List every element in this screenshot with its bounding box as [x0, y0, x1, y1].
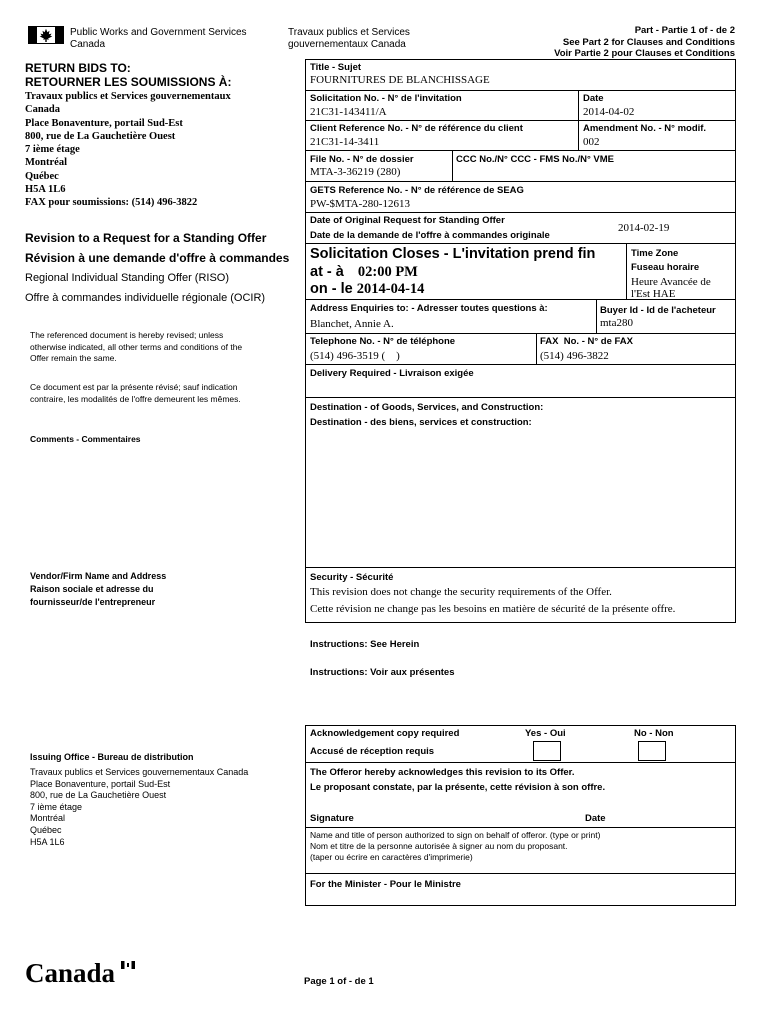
telephone-value: (514) 496-3519 ( ) [310, 350, 400, 362]
dept-name-fr [288, 27, 410, 51]
ack-label-fr: Accusé de réception requis [310, 746, 435, 757]
issuing-line: Place Bonaventure, portail Sud-Est [30, 778, 171, 789]
canada-flag-logo [28, 26, 64, 44]
delivery-label: Delivery Required - Livraison exigée [310, 368, 474, 379]
note-line: Ce document est par la présente révisé; sauf indication [30, 382, 238, 392]
ack-name-line: Name and title of person authorized to sign on behalf of offeror. (type or print) [310, 830, 601, 840]
destination-label-fr: Destination - des biens, services et construction: [310, 417, 532, 428]
dept-name-fr-line: gouvernementaux Canada [288, 39, 406, 50]
dept-name-en-line: Public Works and Government Services [70, 27, 247, 38]
comments-label: Comments - Commentaires [30, 434, 141, 444]
closes-at-label: at - à [310, 264, 344, 280]
part-number: Part - Partie 1 of - de 2 [634, 25, 735, 36]
issuing-line: Montréal [30, 813, 66, 824]
solicitation-value: 21C31-143411/A [310, 106, 387, 118]
vendor-label-line: fournisseur/de l'entrepreneur [30, 597, 156, 607]
ack-date-label: Date [585, 813, 606, 824]
buyer-value: mta280 [600, 317, 633, 329]
issuing-line: 7 ième étage [30, 801, 83, 812]
telephone-label: Telephone No. - N° de téléphone [310, 336, 456, 347]
maple-leaf-icon [39, 28, 53, 42]
closes-on-label: on - le [310, 281, 353, 297]
closes-line-1: Solicitation Closes - L'invitation prend fin [310, 246, 596, 262]
dept-name-en [70, 27, 247, 51]
instructions-en: Instructions: See Herein [310, 639, 420, 650]
security-text-fr: Cette révision ne change pas les besoins en matière de sécurité de la présente offre. [310, 603, 676, 615]
dept-name-fr-line: Travaux publics et Services [288, 27, 410, 38]
enquiries-value: Blanchet, Annie A. [310, 318, 394, 330]
ack-label-en: Acknowledgement copy required [310, 728, 460, 739]
ack-yes-checkbox[interactable] [533, 741, 561, 761]
ack-statement-fr: Le proposant constate, par la présente, cette révision à son offre. [310, 782, 606, 793]
revision-note-fr [30, 382, 241, 405]
note-line: contraire, les modalités de l'offre demeurent les mêmes. [30, 393, 241, 404]
orig-date-label-fr: Date de la demande de l'offre à commandes originale [310, 230, 550, 241]
closes-line-2 [310, 264, 418, 281]
return-bids-address [25, 90, 231, 210]
security-label: Security - Sécurité [310, 572, 394, 583]
ack-no-checkbox[interactable] [638, 741, 666, 761]
minister-label: For the Minister - Pour le Ministre [310, 879, 461, 890]
buyer-label: Buyer Id - Id de l'acheteur [600, 305, 716, 316]
address-line: Québec [25, 170, 59, 182]
address-line: Place Bonaventure, portail Sud-Est [25, 117, 183, 129]
ack-name-line: Nom et titre de la personne autorisée à signer au nom du proposant. [310, 841, 568, 851]
client-ref-label: Client Reference No. - N° de référence du client [310, 123, 523, 134]
gets-label: GETS Reference No. - N° de référence de SEAG [310, 185, 524, 196]
riso-label: Regional Individual Standing Offer (RISO) [25, 272, 230, 284]
instructions-fr: Instructions: Voir aux présentes [310, 667, 455, 678]
revision-title-fr: Révision à une demande d'offre à commandes [25, 251, 290, 265]
ccc-label: CCC No./N° CCC - FMS No./N° VME [456, 154, 615, 165]
ocir-label: Offre à commandes individuelle régionale (OCIR) [25, 292, 266, 304]
see-part-fr: Voir Partie 2 pour Clauses et Conditions [554, 48, 735, 59]
title-label: Title - Sujet [310, 62, 362, 73]
address-line: 7 ième étage [25, 144, 80, 156]
part-info [554, 25, 735, 60]
issuing-line: Travaux publics et Services gouvernementaux Canada [30, 767, 249, 777]
file-label: File No. - N° de dossier [310, 154, 414, 165]
tz-label-fr: Fuseau horaire [631, 262, 700, 273]
date-label: Date [583, 93, 604, 104]
signature-label: Signature [310, 813, 354, 824]
tz-value-2: l'Est HAE [631, 288, 676, 299]
issuing-line: H5A 1L6 [30, 836, 65, 847]
amendment-value: 002 [583, 136, 600, 148]
ack-name-title [310, 830, 600, 863]
security-text-en: This revision does not change the security requirements of the Offer. [310, 586, 612, 598]
vendor-label [30, 570, 166, 609]
canada-wordmark [25, 958, 115, 988]
date-value: 2014-04-02 [583, 106, 635, 118]
issuing-line: 800, rue de La Gauchetière Ouest [30, 790, 167, 801]
ack-yes-label: Yes - Oui [525, 728, 566, 739]
revision-title-en: Revision to a Request for a Standing Offer [25, 231, 267, 245]
closes-date: 2014-04-14 [356, 281, 425, 297]
address-line: Travaux publics et Services gouvernementaux [25, 91, 231, 102]
note-line: The referenced document is hereby revised; unless [30, 330, 224, 340]
note-line: Offer remain the same. [30, 353, 117, 363]
fax-label: FAX No. - N° de FAX [540, 336, 634, 347]
address-line: 800, rue de La Gauchetière Ouest [25, 130, 176, 142]
address-line: FAX pour soumissions: (514) 496-3822 [25, 197, 198, 209]
page-number: Page 1 of - de 1 [304, 976, 374, 987]
orig-date-value: 2014-02-19 [618, 222, 670, 234]
issuing-office-label: Issuing Office - Bureau de distribution [30, 752, 194, 762]
file-value: MTA-3-36219 (280) [310, 166, 401, 178]
title-value: FOURNITURES DE BLANCHISSAGE [310, 74, 490, 86]
return-bids-title [25, 61, 231, 89]
vendor-label-line: Vendor/Firm Name and Address [30, 571, 167, 581]
ack-name-line: (taper ou écrire en caractères d'imprimerie) [310, 852, 473, 862]
issuing-office-address [30, 767, 248, 848]
ack-no-label: No - Non [634, 728, 674, 739]
wordmark-flag-icon [121, 961, 135, 969]
see-part-en: See Part 2 for Clauses and Conditions [562, 36, 735, 48]
canada-wordmark-text: Canada [25, 958, 116, 988]
note-line: otherwise indicated, all other terms and conditions of the [30, 341, 243, 352]
address-line: H5A 1L6 [25, 184, 66, 196]
tz-value-2-clip [631, 288, 675, 299]
destination-label-en: Destination - of Goods, Services, and Construction: [310, 402, 544, 413]
gets-value: PW-$MTA-280-12613 [310, 198, 410, 210]
address-line: Canada [25, 104, 61, 116]
revision-note-en [30, 330, 242, 365]
vendor-label-line: Raison sociale et adresse du [30, 584, 154, 594]
fax-value: (514) 496-3822 [540, 350, 609, 362]
tz-label-en: Time Zone [631, 248, 679, 259]
closes-time: 02:00 PM [357, 264, 418, 280]
orig-date-label-en: Date of Original Request for Standing Offer [310, 215, 505, 226]
tz-value-1: Heure Avancée de [631, 276, 711, 288]
address-line: Montréal [25, 157, 67, 169]
solicitation-label: Solicitation No. - N° de l'invitation [310, 93, 462, 104]
closes-line-3 [310, 281, 424, 298]
amendment-label: Amendment No. - N° modif. [583, 123, 707, 134]
return-bids-title-fr: RETOURNER LES SOUMISSIONS À: [25, 75, 232, 89]
return-bids-title-en: RETURN BIDS TO: [25, 61, 131, 75]
enquiries-label: Address Enquiries to: - Adresser toutes questions à: [310, 303, 548, 314]
ack-statement-en: The Offeror hereby acknowledges this revision to its Offer. [310, 767, 575, 778]
dept-name-en-line: Canada [70, 39, 106, 50]
client-ref-value: 21C31-14-3411 [310, 136, 380, 148]
issuing-line: Québec [30, 824, 62, 835]
